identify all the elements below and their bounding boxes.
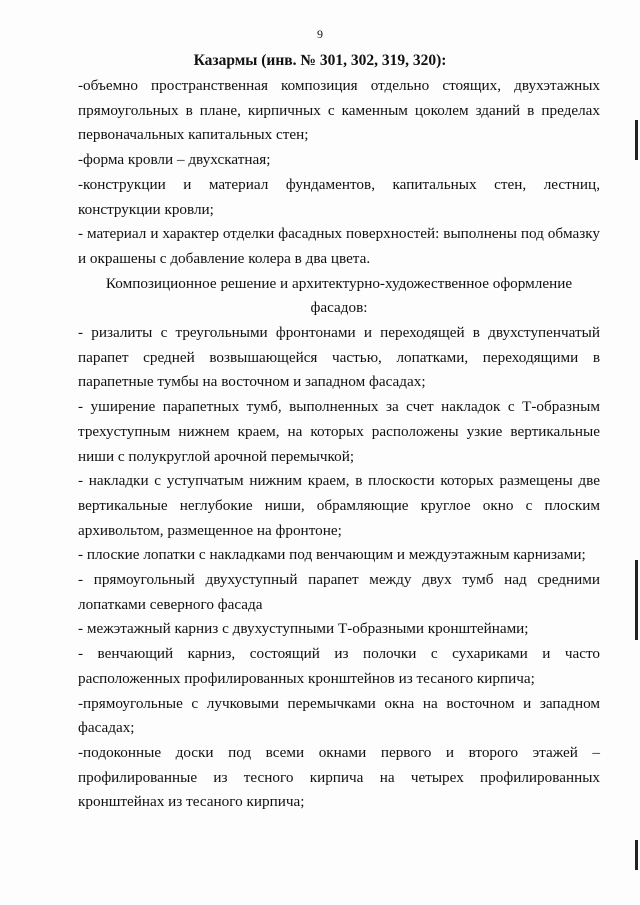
scan-edge-mark bbox=[635, 120, 638, 160]
subheading: Композиционное решение и архитектурно-художественное оформление фасадов: bbox=[105, 274, 573, 317]
paragraph: -подоконные доски под всеми окнами первого и второго этажей – профилированные из тесного кирпича на четырех профилированных кронштейнах из тесаного кирпича; bbox=[78, 743, 600, 811]
paragraph: -конструкции и материал фундаментов, капитальных стен, лестниц, конструкции кровли; bbox=[78, 175, 600, 218]
paragraph: - плоские лопатки с накладками под венчающим и междуэтажным карнизами; bbox=[78, 546, 586, 564]
paragraph: - прямоугольный двухуступный парапет между двух тумб над средними лопатками северного фасада bbox=[78, 571, 600, 613]
section-heading: Казармы (инв. № 301, 302, 319, 320): bbox=[193, 52, 447, 69]
paragraph: - уширение парапетных тумб, выполненных за счет накладок с Т-образным трехуступным нижнем краем, на которых расположены узкие вертикальные ниши с полукруглой арочной перемычкой; bbox=[78, 398, 600, 465]
scan-edge-mark bbox=[635, 560, 638, 640]
paragraph: - ризалиты с треугольными фронтонами и переходящей в двухступенчатый парапет средней возвышающейся частью, лопатками, переходящими в парапетные тумбы на восточном и западном фасадах; bbox=[78, 324, 600, 391]
paragraph: -объемно пространственная композиция отдельно стоящих, двухэтажных прямоугольных в плане, кирпичных с каменным цоколем зданий в пределах первоначальных капитальных стен; bbox=[78, 77, 600, 144]
paragraph: - межэтажный карниз с двухуступными Т-образными кронштейнами; bbox=[78, 620, 529, 638]
paragraph: - накладки с уступчатым нижним краем, в плоскости которых размещены две вертикальные неглубокие ниши, обрамляющие круглое окно с плоским архивольтом, размещенное на фронтоне; bbox=[78, 472, 600, 539]
paragraph: -прямоугольные с лучковыми перемычками окна на восточном и западном фасадах; bbox=[78, 694, 600, 737]
page-number: 9 bbox=[317, 27, 323, 41]
body-text bbox=[78, 74, 600, 815]
paragraph: -форма кровли – двухскатная; bbox=[78, 151, 271, 169]
paragraph: - венчающий карниз, состоящий из полочки с сухариками и часто расположенных профилированных кронштейнов из тесаного кирпича; bbox=[78, 645, 600, 687]
paragraph: - материал и характер отделки фасадных поверхностей: выполнены под обмазку и окрашены с добавление колера в два цвета. bbox=[78, 225, 600, 267]
scan-edge-mark bbox=[635, 840, 638, 870]
